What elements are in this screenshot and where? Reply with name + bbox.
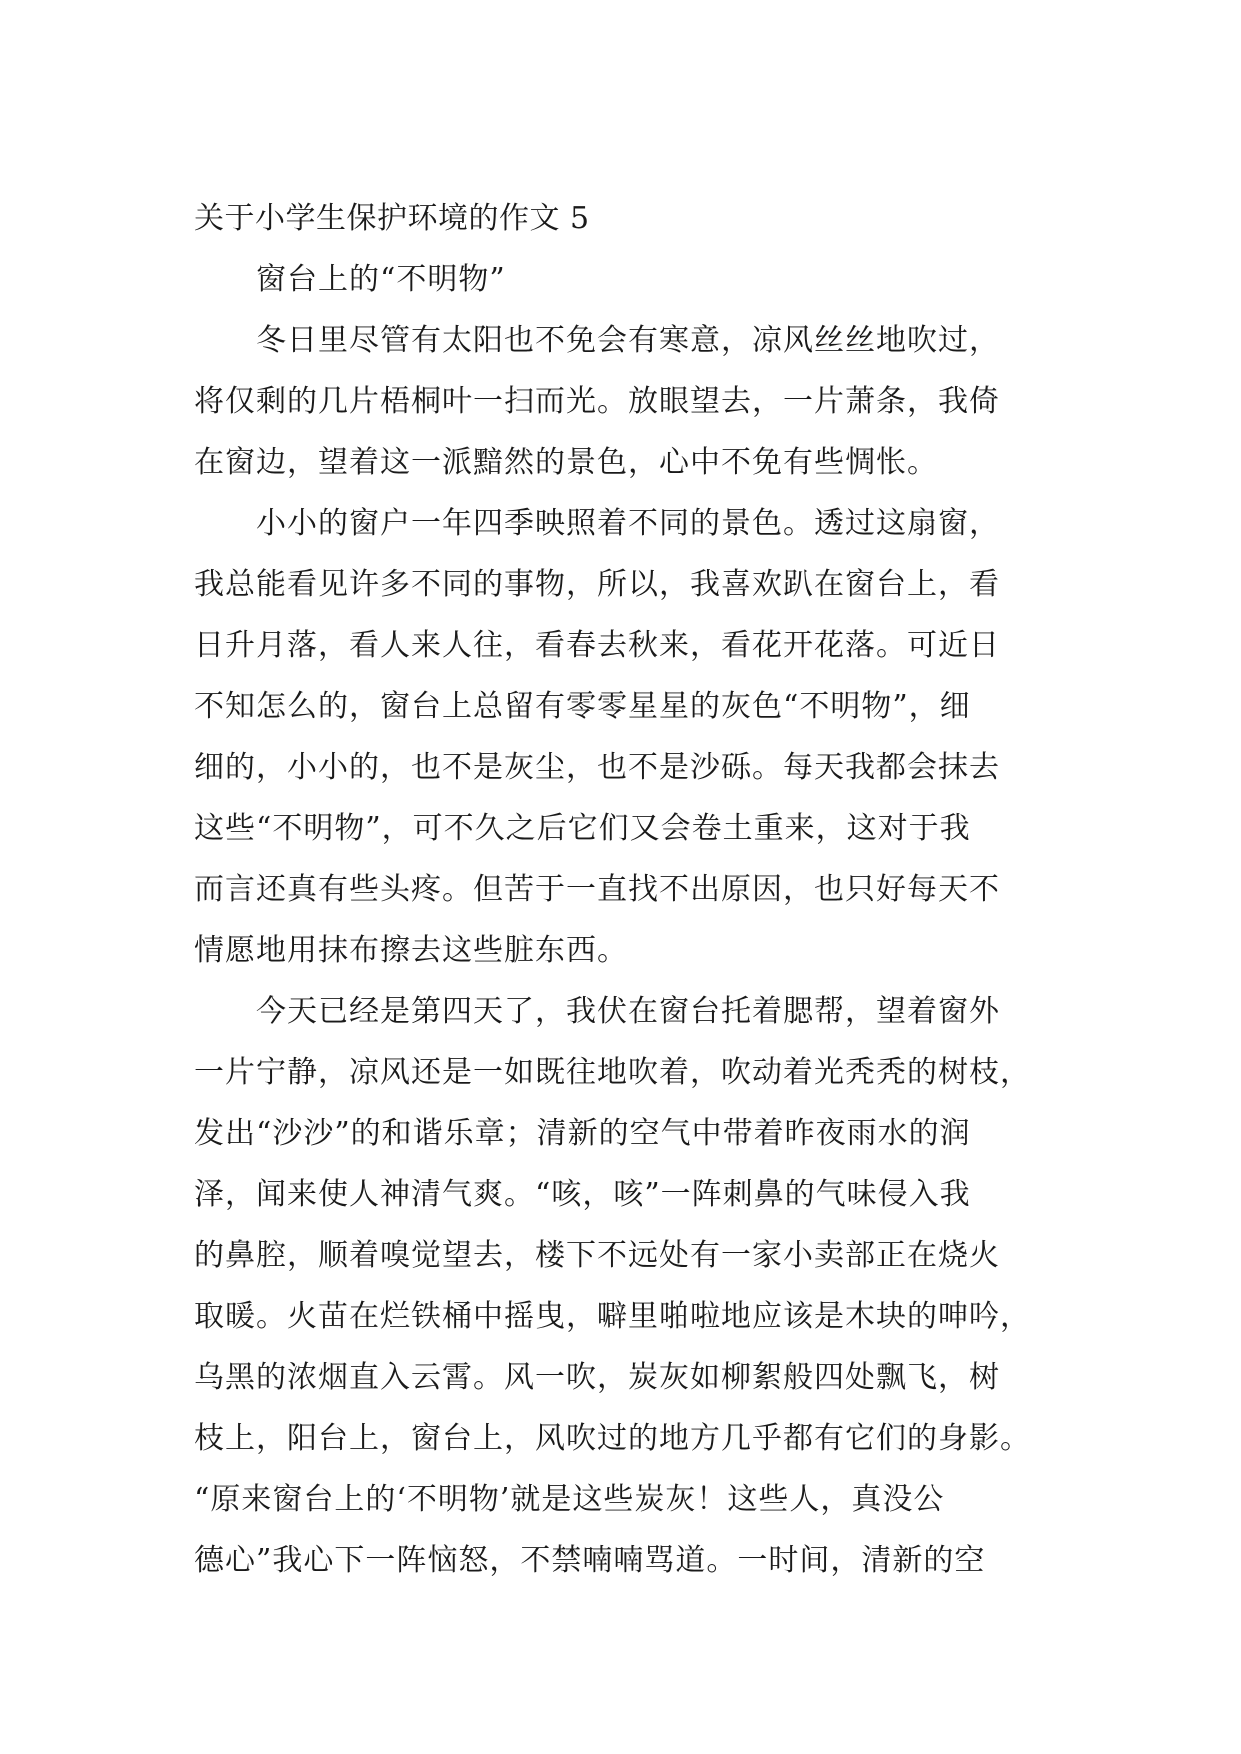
- text-line: 我总能看见许多不同的事物，所以，我喜欢趴在窗台上，看: [194, 567, 1000, 602]
- text-line: 细的，小小的，也不是灰尘，也不是沙砾。每天我都会抹去: [194, 750, 1000, 785]
- text-line: 泽，闻来使人神清气爽。“咳，咳”一阵刺鼻的气味侵入我: [194, 1177, 971, 1212]
- text-line: 发出“沙沙”的和谐乐章；清新的空气中带着昨夜雨水的润: [194, 1116, 971, 1151]
- text-line: 德心”我心下一阵恼怒，不禁喃喃骂道。一时间，清新的空: [194, 1543, 986, 1578]
- text-line: 将仅剩的几片梧桐叶一扫而光。放眼望去，一片萧条，我倚: [194, 384, 1000, 419]
- text-line: 枝上，阳台上，窗台上，风吹过的地方几乎都有它们的身影。: [194, 1421, 1031, 1456]
- paragraph-3: [194, 981, 1054, 1591]
- text-line: 而言还真有些头疼。但苦于一直找不出原因，也只好每天不: [194, 872, 1000, 907]
- document-page: [194, 188, 1054, 1591]
- text-line: 今天已经是第四天了，我伏在窗台托着腮帮，望着窗外: [256, 994, 1000, 1029]
- text-line: 这些“不明物”，可不久之后它们又会卷土重来，这对于我: [194, 811, 971, 846]
- text-line: 情愿地用抹布擦去这些脏东西。: [194, 933, 628, 968]
- text-line: 的鼻腔，顺着嗅觉望去，楼下不远处有一家小卖部正在烧火: [194, 1238, 1000, 1273]
- text-line: 日升月落，看人来人往，看春去秋来，看花开花落。可近日: [194, 628, 1000, 663]
- paragraph-2: [194, 493, 1054, 981]
- document-title: 关于小学生保护环境的作文 5: [194, 201, 590, 236]
- text-line: 取暖。火苗在烂铁桶中摇曳，噼里啪啦地应该是木块的呻吟，: [194, 1299, 1031, 1334]
- essay-title: 窗台上的“不明物”: [256, 262, 506, 297]
- text-line: 乌黑的浓烟直入云霄。风一吹，炭灰如柳絮般四处飘飞，树: [194, 1360, 1000, 1395]
- text-line: “原来窗台上的‘不明物’就是这些炭灰！这些人，真没公: [194, 1482, 945, 1517]
- text-line: 在窗边，望着这一派黯然的景色，心中不免有些惆怅。: [194, 445, 938, 480]
- text-line: 冬日里尽管有太阳也不免会有寒意，凉风丝丝地吹过，: [256, 323, 1000, 358]
- text-line: 不知怎么的，窗台上总留有零零星星的灰色“不明物”，细: [194, 689, 971, 724]
- text-line: 一片宁静，凉风还是一如既往地吹着，吹动着光秃秃的树枝，: [194, 1055, 1031, 1090]
- paragraph-1: [194, 310, 1054, 493]
- text-line: 小小的窗户一年四季映照着不同的景色。透过这扇窗，: [256, 506, 1000, 541]
